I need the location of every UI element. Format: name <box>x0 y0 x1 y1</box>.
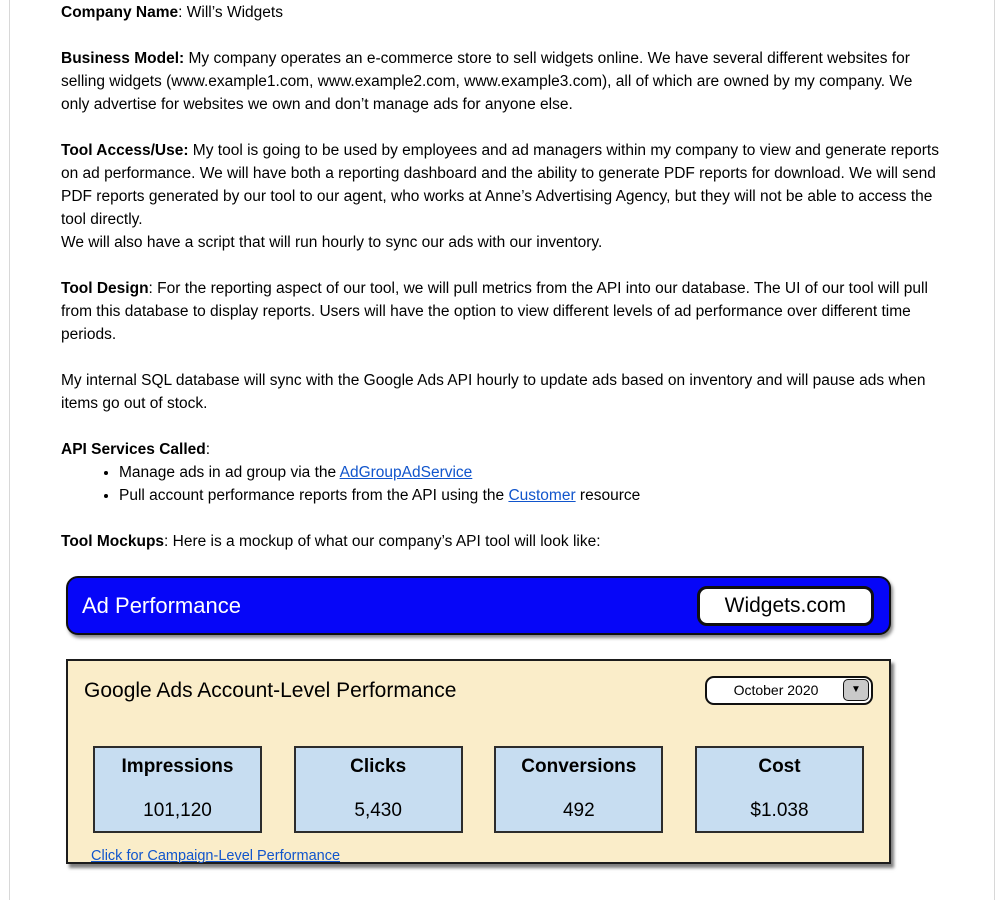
chevron-down-icon: ▼ <box>851 684 861 695</box>
paragraph-sql-note <box>61 369 941 415</box>
tool-design-text: : For the reporting aspect of our tool, we will pull metrics from the API into our database. The UI of our tool will pull from this database to display reports. Users will have the option to view different levels of ad performance over different time periods. <box>61 280 928 343</box>
sql-note-text: My internal SQL database will sync with the Google Ads API hourly to update ads based on inventory and will pause ads when items go out of stock. <box>61 372 926 412</box>
tool-mockups-label: Tool Mockups <box>61 533 165 550</box>
account-performance-panel <box>66 659 891 864</box>
business-model-text: My company operates an e-commerce store to sell widgets online. We have several different websites for selling widgets (www.example1.com, www.example2.com, www.example3.com), all of which are owned by my company. We only advertise for websites we own and don’t manage ads for anyone else. <box>61 50 913 113</box>
metric-value: 492 <box>562 800 595 821</box>
paragraph-company-name <box>61 1 941 24</box>
company-name-value: : Will’s Widgets <box>178 4 283 21</box>
bullet-1-text: Manage ads in ad group via the <box>119 464 340 481</box>
document-body <box>61 1 941 864</box>
metric-card-impressions <box>93 746 262 833</box>
date-range-value: October 2020 <box>733 681 819 698</box>
customer-resource-link[interactable]: Customer <box>508 487 576 504</box>
panel-title: Google Ads Account-Level Performance <box>84 678 457 702</box>
paragraph-tool-access <box>61 139 941 254</box>
paragraph-tool-design <box>61 277 941 346</box>
api-services-colon: : <box>205 441 211 458</box>
metric-label: Clicks <box>350 756 407 777</box>
metric-label: Cost <box>758 756 801 777</box>
campaign-link-row <box>84 845 873 868</box>
panel-header <box>84 674 873 706</box>
mockup-app-bar <box>66 576 891 635</box>
campaign-level-performance-link[interactable]: Click for Campaign-Level Performance <box>91 848 341 864</box>
list-item <box>119 484 941 507</box>
document-page <box>9 0 995 900</box>
adgroupadservice-link[interactable]: AdGroupAdService <box>339 464 473 481</box>
metric-value: $1.038 <box>750 800 809 821</box>
metric-value: 101,120 <box>143 800 212 821</box>
metric-label: Impressions <box>121 756 234 777</box>
tool-access-label: Tool Access/Use: <box>61 142 189 159</box>
date-range-dropdown[interactable] <box>705 676 873 705</box>
metric-card-cost <box>695 746 864 833</box>
paragraph-api-services <box>61 438 941 461</box>
tool-mockups-text: : Here is a mockup of what our company’s API tool will look like: <box>164 533 601 550</box>
metric-value: 5,430 <box>354 800 402 821</box>
api-services-list <box>61 461 941 507</box>
tool-design-label: Tool Design <box>61 280 149 297</box>
list-item <box>119 461 941 484</box>
metric-cards-row <box>84 746 873 833</box>
bullet-2-suffix: resource <box>575 487 641 504</box>
metric-label: Conversions <box>521 756 637 777</box>
paragraph-tool-mockups <box>61 530 941 553</box>
metric-card-clicks <box>294 746 463 833</box>
api-services-label: API Services Called <box>61 441 206 458</box>
tool-access-text: My tool is going to be used by employees and ad managers within my company to view and generate reports on ad performance. We will have both a reporting dashboard and the ability to generate PDF reports for download. We will send PDF reports generated by our tool to our agent, who works at Anne’s Advertising Agency, but they will not be able to access the tool directly. <box>61 142 939 228</box>
bullet-2-text: Pull account performance reports from the API using the <box>119 487 509 504</box>
dropdown-button[interactable] <box>843 679 869 701</box>
metric-card-conversions <box>494 746 663 833</box>
business-model-label: Business Model: <box>61 50 185 67</box>
mockup-app-title: Ad Performance <box>82 593 241 618</box>
paragraph-business-model <box>61 47 941 116</box>
widgets-site-button[interactable]: Widgets.com <box>697 586 874 626</box>
tool-access-sync-note: We will also have a script that will run hourly to sync our ads with our inventory. <box>61 234 603 251</box>
company-name-label: Company Name <box>61 4 179 21</box>
